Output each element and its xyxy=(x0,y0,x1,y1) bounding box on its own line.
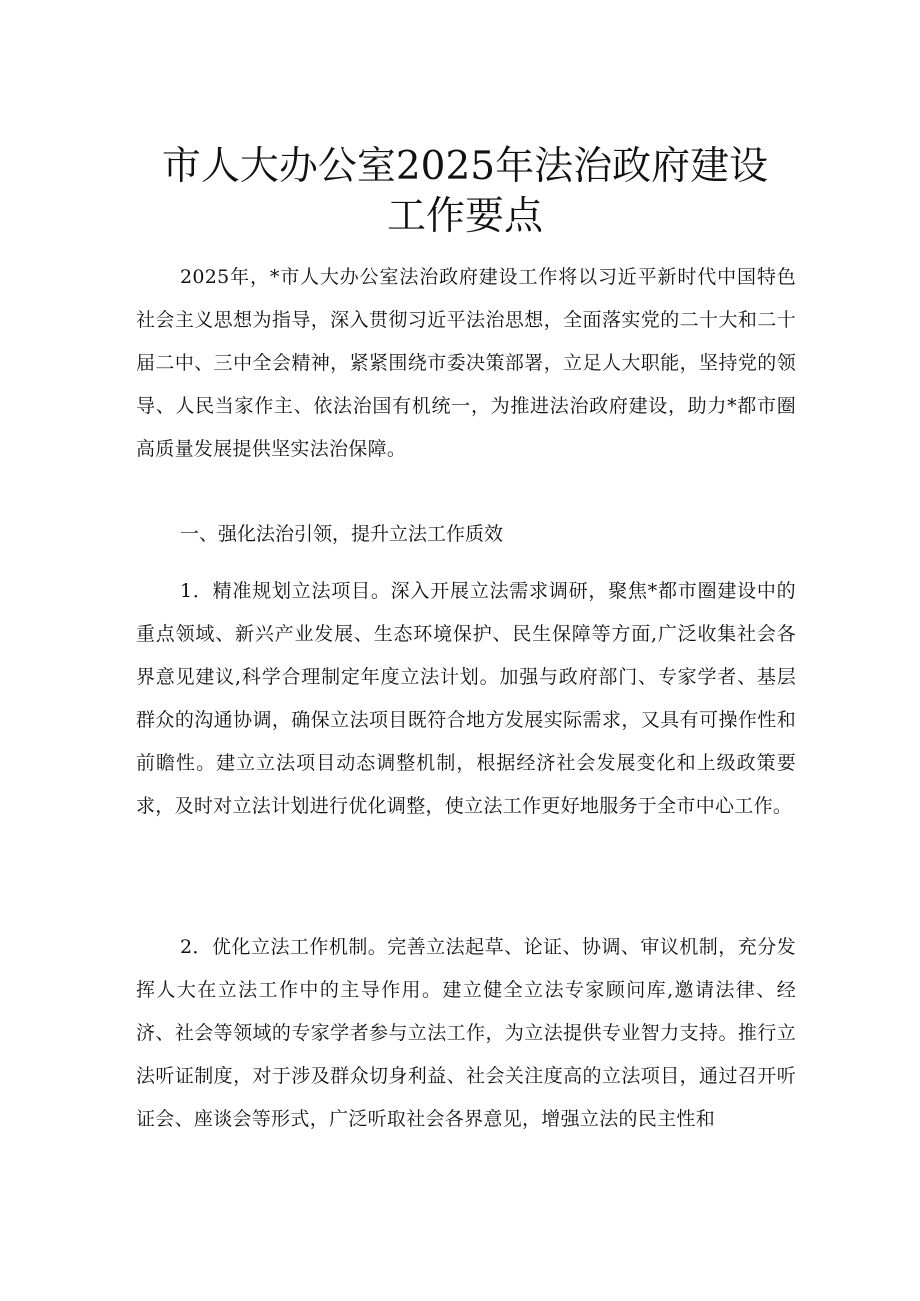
item-1-paragraph: 1．精准规划立法项目。深入开展立法需求调研，聚焦*都市圈建设中的重点领域、新兴产业发展、生态环境保护、民生保障等方面,广泛收集社会各界意见建议,科学合理制定年度立法计划。加强与政府部门、专家学者、基层群众的沟通协调，确保立法项目既符合地方发展实际需求，又具有可操作性和前瞻性。建立立法项目动态调整机制，根据经济社会发展变化和上级政策要求，及时对立法计划进行优化调整，使立法工作更好地服务于全市中心工作。 xyxy=(136,580,796,817)
intro-paragraph: 2025年，*市人大办公室法治政府建设工作将以习近平新时代中国特色社会主义思想为指导，深入贯彻习近平法治思想，全面落实党的二十大和二十届二中、三中全会精神，紧紧围绕市委决策部署，立足人大职能，坚持党的领导、人民当家作主、依法治国有机统一，为推进法治政府建设，助力*都市圈高质量发展提供坚实法治保障。 xyxy=(136,266,796,460)
document-title: 市人大办公室2025年法治政府建设工作要点 xyxy=(161,144,769,239)
item-2-paragraph: 2．优化立法工作机制。完善立法起草、论证、协调、审议机制，充分发挥人大在立法工作中的主导作用。建立健全立法专家顾问库,邀请法律、经济、社会等领域的专家学者参与立法工作，为立法提供专业智力支持。推行立法听证制度，对于涉及群众切身利益、社会关注度高的立法项目，通过召开听证会、座谈会等形式，广泛听取社会各界意见，增强立法的民主性和 xyxy=(136,936,796,1130)
section-heading-1: 一、强化法治引领，提升立法工作质效 xyxy=(180,523,504,545)
